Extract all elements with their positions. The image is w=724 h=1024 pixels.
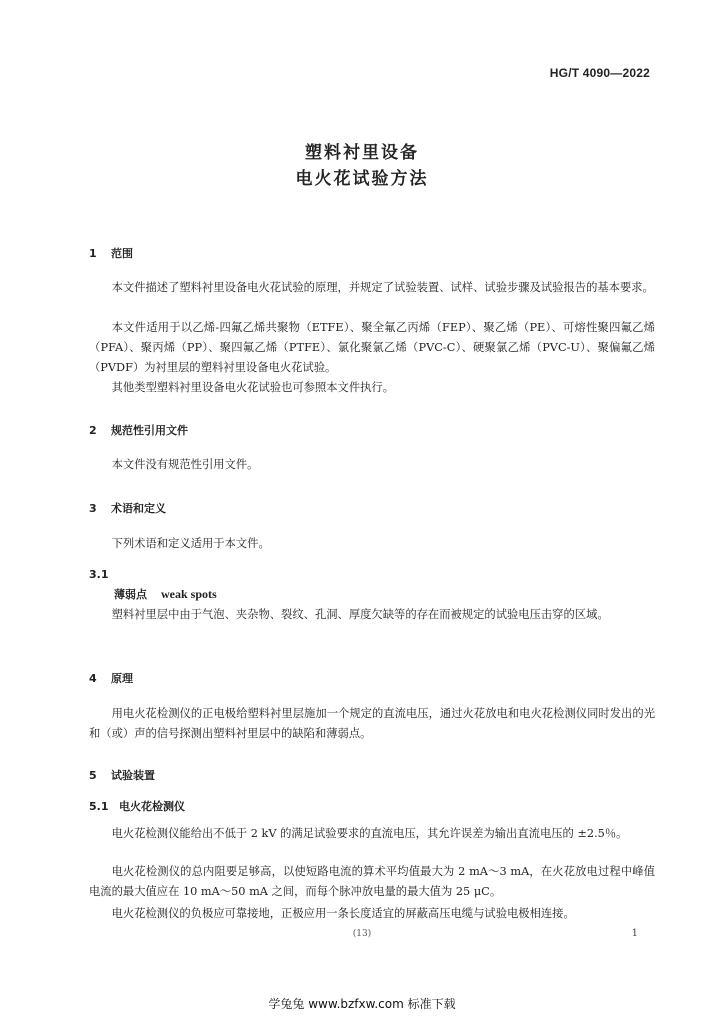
term-chinese: 薄弱点 <box>114 588 147 601</box>
section-title: 范围 <box>111 247 133 260</box>
section-3-heading <box>89 500 166 516</box>
section-1-paragraph-1: 本文件描述了塑料衬里设备电火花试验的原理，并规定了试验装置、试样、试验步骤及试验报告的基本要求。 <box>111 281 654 294</box>
download-watermark-footer: 学兔兔 www.bzfxw.com 标准下载 <box>268 997 456 1011</box>
section-title: 术语和定义 <box>111 502 166 515</box>
section-number: 5 <box>89 769 97 782</box>
section-4-heading <box>89 670 133 686</box>
section-number: 1 <box>89 247 97 260</box>
subsection-5-1-heading <box>89 798 185 814</box>
section-title: 试验装置 <box>111 769 155 782</box>
subsection-number: 5.1 <box>89 800 109 813</box>
section-2-paragraph-1: 本文件没有规范性引用文件。 <box>111 458 259 471</box>
section-5-1-paragraph-3: 电火花检测仪的负极应可靠接地，正极应用一条长度适宜的屏蔽高压电缆与试验电极相连接。 <box>111 907 575 920</box>
subsection-3-1-number: 3.1 <box>89 568 109 581</box>
term-english: weak spots <box>161 587 217 601</box>
section-number: 3 <box>89 502 97 515</box>
document-title-line2: 电火花试验方法 <box>295 169 429 189</box>
section-4-paragraph-1: 用电火花检测仪的正电极给塑料衬里层施加一个规定的直流电压，通过火花放电和电火花检测仪同时发出的光和（或）声的信号探测出塑料衬里层中的缺陷和薄弱点。 <box>89 707 655 740</box>
section-5-heading <box>89 767 155 783</box>
term-definition: 塑料衬里层中由于气泡、夹杂物、裂纹、孔洞、厚度欠缺等的存在而被规定的试验电压击穿的区域。 <box>111 608 609 621</box>
subsection-title: 电火花检测仪 <box>119 800 185 813</box>
page-number: 1 <box>631 928 638 939</box>
section-number: 2 <box>89 424 97 437</box>
section-title: 规范性引用文件 <box>111 424 188 437</box>
section-1-paragraph-3: 其他类型塑料衬里设备电火花试验也可参照本文件执行。 <box>111 381 395 394</box>
standard-code: HG/T 4090—2022 <box>549 66 650 80</box>
section-5-1-paragraph-1: 电火花检测仪能给出不低于 2 kV 的满足试验要求的直流电压，其允许误差为输出直流电压的 ±2.5％。 <box>111 827 628 840</box>
section-1-heading <box>89 245 133 261</box>
section-2-heading <box>89 422 188 438</box>
page-number-center: (13) <box>352 929 372 939</box>
section-number: 4 <box>89 672 97 685</box>
term-entry <box>114 586 217 602</box>
section-3-paragraph-1: 下列术语和定义适用于本文件。 <box>111 537 270 550</box>
section-5-1-paragraph-2: 电火花检测仪的总内阻要足够高，以使短路电流的算术平均值最大为 2 mA～3 mA，在火花放电过程中峰值电流的最大值应在 10 mA～50 mA 之间，而每个脉冲放电量的最大值为 25 μC。 <box>89 865 655 898</box>
section-1-paragraph-2: 本文件适用于以乙烯-四氟乙烯共聚物（ETFE）、聚全氟乙丙烯（FEP）、聚乙烯（PE）、可熔性聚四氟乙烯（PFA）、聚丙烯（PP）、聚四氟乙烯（PTFE）、氯化聚氯乙烯（PVC-C）、硬聚氯乙烯（PVC-U）、聚偏氟乙烯（PVDF）为衬里层的塑料衬里设备电火花试验。 <box>89 321 655 374</box>
document-title-line1: 塑料衬里设备 <box>305 143 419 163</box>
section-title: 原理 <box>111 672 133 685</box>
